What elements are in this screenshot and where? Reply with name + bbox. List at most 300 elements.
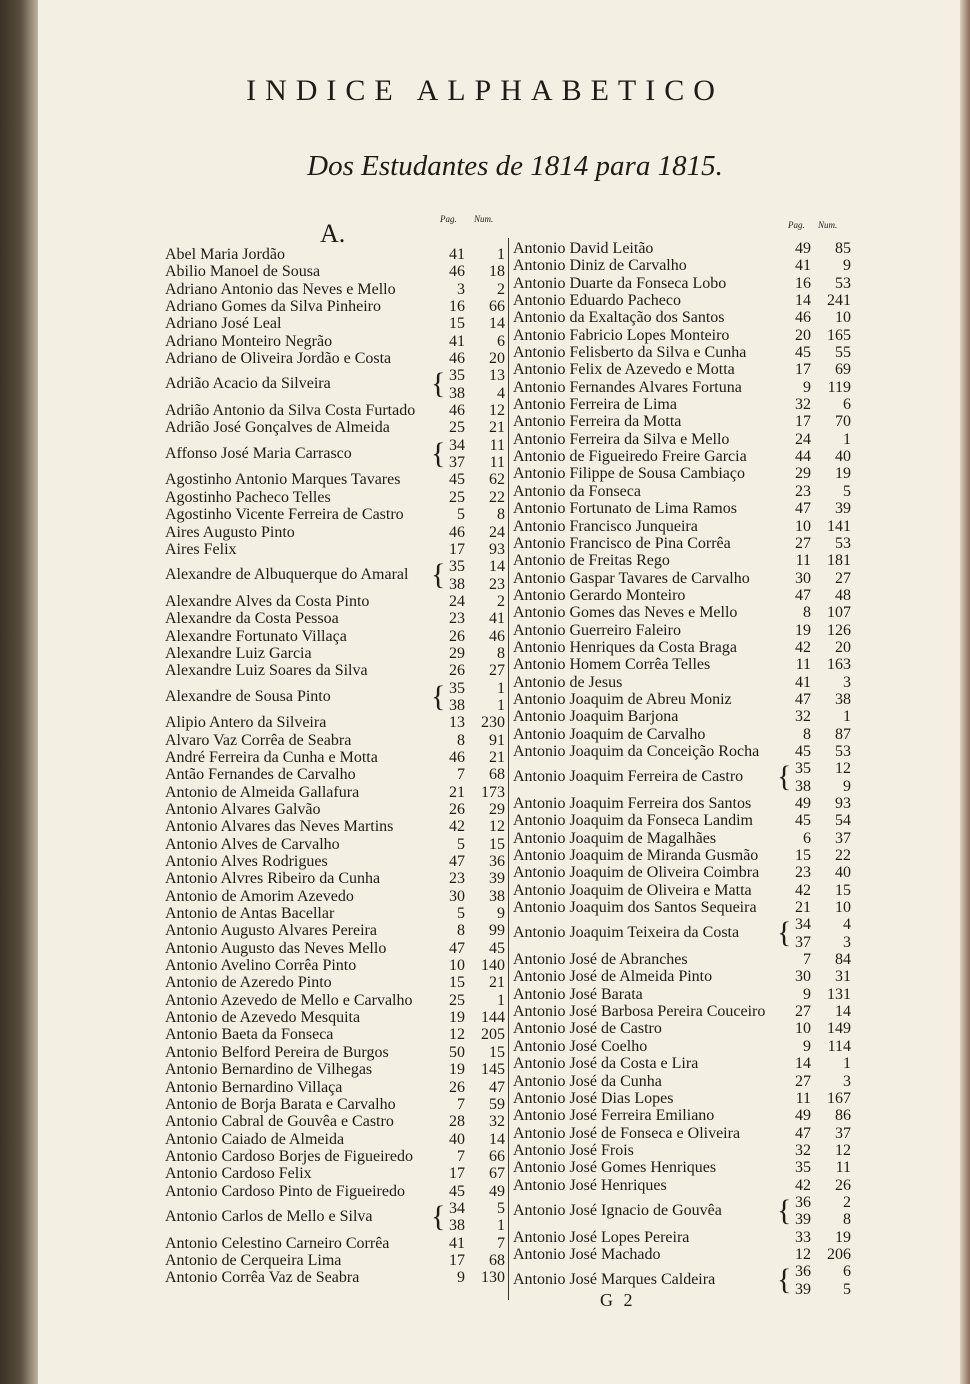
entry-number: 181 bbox=[827, 552, 851, 570]
student-name: Antonio Fernandes Alvares Fortuna bbox=[513, 378, 742, 396]
page-ref-group bbox=[781, 1194, 851, 1229]
page-number: 15 bbox=[795, 847, 811, 865]
index-entry bbox=[165, 940, 505, 957]
student-name: Antonio José Henriques bbox=[513, 1176, 667, 1194]
entry-number: 11 bbox=[489, 454, 505, 472]
page-number: 17 bbox=[795, 361, 811, 379]
index-entry bbox=[165, 1252, 505, 1269]
entry-number: 241 bbox=[827, 292, 851, 310]
index-entry bbox=[165, 801, 505, 818]
student-name: Antonio da Exaltação dos Santos bbox=[513, 309, 725, 327]
student-name: Antonio José de Castro bbox=[513, 1020, 662, 1038]
entry-number: 149 bbox=[827, 1020, 851, 1038]
entry-number: 37 bbox=[835, 1124, 851, 1142]
index-entry bbox=[165, 922, 505, 939]
student-name: Antonio Celestino Carneiro Corrêa bbox=[165, 1234, 390, 1252]
index-entry bbox=[165, 628, 505, 645]
student-name: Antonio Joaquim Ferreira de Castro bbox=[513, 768, 744, 786]
student-name: Antonio Fortunato de Lima Ramos bbox=[513, 500, 737, 518]
index-entry bbox=[513, 639, 851, 656]
entry-number: 55 bbox=[835, 344, 851, 362]
entry-number: 19 bbox=[835, 465, 851, 483]
student-name: Antonio de Freitas Rego bbox=[513, 552, 670, 570]
student-name: Antonio Ferreira da Silva e Mello bbox=[513, 430, 730, 448]
student-name: Alexandre Fortunato Villaça bbox=[165, 627, 347, 645]
index-entry bbox=[513, 344, 851, 361]
student-name: Antonio Guerreiro Faleiro bbox=[513, 621, 681, 639]
page-number: 17 bbox=[449, 1165, 465, 1183]
index-entry bbox=[165, 784, 505, 801]
entry-number: 4 bbox=[497, 384, 505, 402]
index-entry bbox=[513, 535, 851, 552]
page-ref-group bbox=[781, 1263, 851, 1298]
student-name: Antonio Joaquim de Oliveira e Matta bbox=[513, 881, 752, 899]
index-entry bbox=[165, 437, 505, 472]
student-name: Antonio Homem Corrêa Telles bbox=[513, 656, 711, 674]
page-number: 19 bbox=[449, 1061, 465, 1079]
index-entry bbox=[513, 309, 851, 326]
page-number: 9 bbox=[457, 1269, 465, 1287]
index-entry bbox=[513, 327, 851, 344]
entry-number: 6 bbox=[497, 332, 505, 350]
student-name: Antonio Cardoso Pinto de Figueiredo bbox=[165, 1182, 405, 1200]
student-name: Adrião José Gonçalves de Almeida bbox=[165, 419, 390, 437]
page-number: 27 bbox=[795, 1072, 811, 1090]
index-entry bbox=[513, 361, 851, 378]
entry-number: 3 bbox=[843, 1072, 851, 1090]
index-entry bbox=[513, 656, 851, 673]
page-ref-group bbox=[435, 1200, 505, 1235]
index-entry bbox=[513, 448, 851, 465]
page-number: 8 bbox=[457, 731, 465, 749]
index-entry bbox=[513, 674, 851, 691]
page-ref bbox=[435, 697, 505, 714]
page-number: 47 bbox=[795, 1124, 811, 1142]
entry-number: 114 bbox=[827, 1037, 851, 1055]
index-entry bbox=[165, 298, 505, 315]
student-name: Antonio Duarte da Fonseca Lobo bbox=[513, 274, 727, 292]
entry-number: 21 bbox=[489, 419, 505, 437]
student-name: Antonio de Cerqueira Lima bbox=[165, 1251, 342, 1269]
student-name: Antonio José Ferreira Emiliano bbox=[513, 1107, 715, 1125]
index-entry bbox=[513, 604, 851, 621]
index-entry bbox=[165, 367, 505, 402]
page-subtitle: Dos Estudantes de 1814 para 1815. bbox=[307, 150, 723, 182]
student-name: Antonio Felix de Azevedo e Motta bbox=[513, 361, 735, 379]
entry-number: 21 bbox=[489, 974, 505, 992]
student-name: Antonio Joaquim da Fonseca Landim bbox=[513, 812, 753, 830]
page-number: 17 bbox=[449, 1251, 465, 1269]
entry-number: 22 bbox=[835, 847, 851, 865]
index-entry bbox=[165, 714, 505, 731]
index-entry bbox=[513, 465, 851, 482]
student-name: Antonio Joaquim de Carvalho bbox=[513, 725, 706, 743]
page-number: 9 bbox=[803, 1037, 811, 1055]
index-entry bbox=[165, 246, 505, 263]
student-name: Antonio José Gomes Henriques bbox=[513, 1159, 717, 1177]
entry-number: 1 bbox=[497, 1217, 505, 1235]
page-number: 26 bbox=[449, 662, 465, 680]
page-ref bbox=[435, 385, 505, 402]
index-entry bbox=[513, 743, 851, 760]
entry-number: 1 bbox=[843, 430, 851, 448]
page-number: 21 bbox=[795, 899, 811, 917]
page-ref bbox=[781, 1281, 851, 1298]
page-number: 35 bbox=[449, 558, 465, 576]
entry-number: 173 bbox=[481, 783, 505, 801]
page-number: 32 bbox=[795, 1141, 811, 1159]
page-number: 47 bbox=[449, 939, 465, 957]
page-number: 7 bbox=[803, 951, 811, 969]
page-signature: G 2 bbox=[600, 1290, 636, 1310]
index-entry bbox=[165, 506, 505, 523]
student-name: Antonio de Almeida Gallafura bbox=[165, 783, 360, 801]
page-number: 23 bbox=[449, 870, 465, 888]
student-name: Antonio Joaquim de Oliveira Coimbra bbox=[513, 864, 760, 882]
index-entry bbox=[513, 760, 851, 795]
entry-number: 2 bbox=[497, 280, 505, 298]
index-entry bbox=[513, 622, 851, 639]
index-entry bbox=[165, 974, 505, 991]
page-number: 34 bbox=[449, 436, 465, 454]
student-name: Antonio Gerardo Monteiro bbox=[513, 586, 686, 604]
index-entry bbox=[513, 379, 851, 396]
entry-number: 93 bbox=[835, 795, 851, 812]
page-number: 26 bbox=[449, 801, 465, 818]
student-name: Antão Fernandes de Carvalho bbox=[165, 766, 356, 784]
page-number: 28 bbox=[449, 1113, 465, 1131]
entry-number: 39 bbox=[835, 500, 851, 518]
entry-number: 163 bbox=[827, 656, 851, 674]
index-entry bbox=[513, 240, 851, 257]
entry-number: 3 bbox=[843, 673, 851, 691]
student-name: Antonio Diniz de Carvalho bbox=[513, 257, 687, 275]
index-entry bbox=[165, 766, 505, 783]
entry-number: 46 bbox=[489, 627, 505, 645]
index-entry bbox=[513, 968, 851, 985]
page-ref bbox=[435, 1200, 505, 1217]
index-entry bbox=[513, 552, 851, 569]
page-number: 7 bbox=[457, 1095, 465, 1113]
entry-number: 59 bbox=[489, 1095, 505, 1113]
page-number: 16 bbox=[449, 298, 465, 316]
student-name: Antonio de Figueiredo Freire Garcia bbox=[513, 448, 747, 466]
index-entry bbox=[165, 402, 505, 419]
page-number: 8 bbox=[803, 725, 811, 743]
page-number: 47 bbox=[795, 690, 811, 708]
entry-number: 93 bbox=[489, 540, 505, 558]
page-number: 14 bbox=[795, 292, 811, 310]
student-name: Antonio Joaquim Teixeira da Costa bbox=[513, 924, 740, 942]
page-number: 37 bbox=[795, 933, 811, 951]
student-name: Antonio José Barata bbox=[513, 985, 643, 1003]
page-ref bbox=[781, 1211, 851, 1228]
entry-number: 87 bbox=[835, 725, 851, 743]
entry-number: 68 bbox=[489, 766, 505, 784]
student-name: Antonio Alvares das Neves Martins bbox=[165, 818, 394, 836]
page-ref bbox=[781, 760, 851, 777]
page-number: 34 bbox=[795, 916, 811, 934]
student-name: Antonio Cardoso Felix bbox=[165, 1165, 312, 1183]
entry-number: 12 bbox=[489, 402, 505, 420]
page-number: 34 bbox=[449, 1199, 465, 1217]
entry-number: 10 bbox=[835, 309, 851, 327]
entry-number: 41 bbox=[489, 610, 505, 628]
index-entry bbox=[513, 570, 851, 587]
page-number: 9 bbox=[803, 378, 811, 396]
index-entry bbox=[165, 853, 505, 870]
index-entry bbox=[165, 1131, 505, 1148]
student-name: Antonio Francisco Junqueira bbox=[513, 517, 698, 535]
entry-number: 3 bbox=[843, 933, 851, 951]
page-number: 47 bbox=[449, 853, 465, 871]
student-name: Antonio José de Abranches bbox=[513, 951, 688, 969]
index-entry bbox=[165, 732, 505, 749]
page-number: 25 bbox=[449, 991, 465, 1009]
entry-number: 18 bbox=[489, 263, 505, 281]
entry-number: 12 bbox=[489, 818, 505, 836]
brace-glyph: { bbox=[431, 558, 446, 592]
index-entry bbox=[513, 795, 851, 812]
student-name: Alexandre da Costa Pessoa bbox=[165, 610, 339, 628]
page-number: 38 bbox=[449, 575, 465, 593]
entry-number: 53 bbox=[835, 534, 851, 552]
page-number: 10 bbox=[795, 517, 811, 535]
entry-number: 85 bbox=[835, 240, 851, 257]
entry-number: 14 bbox=[489, 558, 505, 576]
index-entry bbox=[165, 818, 505, 835]
index-entry bbox=[165, 1148, 505, 1165]
entry-number: 67 bbox=[489, 1165, 505, 1183]
student-name: Antonio de Azevedo Mesquita bbox=[165, 1009, 361, 1027]
index-entry bbox=[165, 680, 505, 715]
index-entry bbox=[513, 1159, 851, 1176]
index-entry bbox=[165, 1113, 505, 1130]
index-entry bbox=[165, 1165, 505, 1182]
entry-number: 14 bbox=[489, 315, 505, 333]
page-number: 42 bbox=[795, 638, 811, 656]
index-entry bbox=[513, 500, 851, 517]
index-entry bbox=[513, 726, 851, 743]
index-entry bbox=[165, 558, 505, 593]
student-name: Antonio Cardoso Borjes de Figueiredo bbox=[165, 1147, 413, 1165]
index-entry bbox=[513, 847, 851, 864]
entry-number: 36 bbox=[489, 853, 505, 871]
entry-number: 13 bbox=[489, 367, 505, 385]
entry-number: 2 bbox=[497, 592, 505, 610]
student-name: Antonio Azevedo de Mello e Carvalho bbox=[165, 991, 413, 1009]
student-name: Antonio de Amorim Azevedo bbox=[165, 887, 354, 905]
left-index-column bbox=[165, 246, 505, 1287]
index-entry bbox=[165, 1044, 505, 1061]
page-number: 38 bbox=[449, 1217, 465, 1235]
entry-number: 5 bbox=[843, 482, 851, 500]
student-name: Alexandre de Sousa Pinto bbox=[165, 687, 331, 705]
index-entry bbox=[513, 1177, 851, 1194]
entry-number: 26 bbox=[835, 1176, 851, 1194]
student-name: Antonio de Azeredo Pinto bbox=[165, 974, 332, 992]
entry-number: 141 bbox=[827, 517, 851, 535]
entry-number: 31 bbox=[835, 968, 851, 986]
entry-number: 48 bbox=[835, 586, 851, 604]
page-number: 46 bbox=[449, 523, 465, 541]
page-number: 47 bbox=[795, 586, 811, 604]
page-number: 23 bbox=[795, 864, 811, 882]
page-number: 42 bbox=[795, 881, 811, 899]
entry-number: 140 bbox=[481, 957, 505, 975]
student-name: Adriano Monteiro Negrão bbox=[165, 332, 333, 350]
page-number: 44 bbox=[795, 448, 811, 466]
entry-number: 62 bbox=[489, 471, 505, 489]
page-number: 42 bbox=[449, 818, 465, 836]
page-number: 50 bbox=[449, 1043, 465, 1061]
entry-number: 40 bbox=[835, 864, 851, 882]
index-entry bbox=[165, 471, 505, 488]
index-entry bbox=[165, 263, 505, 280]
student-name: Antonio José Ignacio de Gouvêa bbox=[513, 1201, 722, 1219]
index-entry bbox=[513, 812, 851, 829]
page-number: 46 bbox=[449, 402, 465, 420]
student-name: Antonio Joaquim da Conceição Rocha bbox=[513, 742, 760, 760]
page-number: 36 bbox=[795, 1193, 811, 1211]
entry-number: 9 bbox=[843, 257, 851, 275]
index-entry bbox=[165, 541, 505, 558]
page-number: 49 bbox=[795, 1107, 811, 1125]
entry-number: 23 bbox=[489, 575, 505, 593]
left-col-num-header: Num. bbox=[474, 214, 494, 224]
entry-number: 126 bbox=[827, 621, 851, 639]
entry-number: 32 bbox=[489, 1113, 505, 1131]
index-entry bbox=[165, 1200, 505, 1235]
entry-number: 19 bbox=[835, 1228, 851, 1246]
entry-number: 144 bbox=[481, 1009, 505, 1027]
student-name: Agostinho Antonio Marques Tavares bbox=[165, 471, 401, 489]
student-name: Alvaro Vaz Corrêa de Seabra bbox=[165, 731, 352, 749]
index-entry bbox=[165, 593, 505, 610]
index-entry bbox=[513, 916, 851, 951]
page-number: 5 bbox=[457, 905, 465, 923]
entry-number: 1 bbox=[497, 246, 505, 263]
student-name: Antonio Ferreira da Motta bbox=[513, 413, 682, 431]
entry-number: 5 bbox=[843, 1280, 851, 1298]
page-number: 23 bbox=[449, 610, 465, 628]
index-entry bbox=[165, 992, 505, 1009]
page-number: 15 bbox=[449, 315, 465, 333]
page-number: 32 bbox=[795, 708, 811, 726]
page-number: 45 bbox=[795, 812, 811, 830]
entry-number: 29 bbox=[489, 801, 505, 818]
student-name: Antonio Gaspar Tavares de Carvalho bbox=[513, 569, 750, 587]
page-number: 27 bbox=[795, 534, 811, 552]
student-name: Antonio Ferreira de Lima bbox=[513, 396, 677, 414]
index-entry bbox=[513, 951, 851, 968]
entry-number: 165 bbox=[827, 326, 851, 344]
page-ref-group bbox=[435, 558, 505, 593]
page-number: 10 bbox=[449, 957, 465, 975]
page-number: 30 bbox=[795, 968, 811, 986]
student-name: Antonio José da Cunha bbox=[513, 1072, 662, 1090]
student-name: Antonio Alves de Carvalho bbox=[165, 835, 340, 853]
page-number: 41 bbox=[795, 257, 811, 275]
page-number: 45 bbox=[449, 1182, 465, 1200]
index-entry bbox=[513, 1003, 851, 1020]
entry-number: 1 bbox=[497, 991, 505, 1009]
entry-number: 8 bbox=[497, 506, 505, 524]
page-number: 15 bbox=[449, 974, 465, 992]
page-number: 21 bbox=[449, 783, 465, 801]
student-name: Adriano Gomes da Silva Pinheiro bbox=[165, 298, 381, 316]
index-entry bbox=[165, 1269, 505, 1286]
page-number: 38 bbox=[795, 777, 811, 795]
student-name: Antonio Joaquim Barjona bbox=[513, 708, 679, 726]
page-ref-group bbox=[435, 437, 505, 472]
index-entry bbox=[513, 396, 851, 413]
page-number: 20 bbox=[795, 326, 811, 344]
student-name: Antonio de Antas Bacellar bbox=[165, 905, 335, 923]
student-name: Antonio Belford Pereira de Burgos bbox=[165, 1043, 389, 1061]
entry-number: 24 bbox=[489, 523, 505, 541]
entry-number: 38 bbox=[835, 690, 851, 708]
entry-number: 91 bbox=[489, 731, 505, 749]
page-number: 17 bbox=[795, 413, 811, 431]
page-number: 30 bbox=[795, 569, 811, 587]
page-number: 45 bbox=[795, 742, 811, 760]
entry-number: 11 bbox=[835, 1159, 851, 1177]
page-number: 35 bbox=[795, 760, 811, 778]
index-entry bbox=[513, 1020, 851, 1037]
entry-number: 47 bbox=[489, 1078, 505, 1096]
student-name: Antonio Carlos de Mello e Silva bbox=[165, 1207, 373, 1225]
student-name: Antonio José Coelho bbox=[513, 1037, 648, 1055]
index-entry bbox=[513, 431, 851, 448]
page-number: 41 bbox=[449, 246, 465, 263]
page-ref bbox=[435, 437, 505, 454]
entry-number: 27 bbox=[835, 569, 851, 587]
section-letter: A. bbox=[320, 219, 346, 248]
page-ref bbox=[435, 576, 505, 593]
entry-number: 27 bbox=[489, 662, 505, 680]
student-name: André Ferreira da Cunha e Motta bbox=[165, 748, 378, 766]
entry-number: 69 bbox=[835, 361, 851, 379]
index-entry bbox=[165, 870, 505, 887]
brace-glyph: { bbox=[431, 1199, 446, 1233]
index-entry bbox=[513, 708, 851, 725]
index-entry bbox=[513, 587, 851, 604]
index-entry bbox=[165, 281, 505, 298]
page-number: 45 bbox=[449, 471, 465, 489]
page-number: 19 bbox=[795, 621, 811, 639]
entry-number: 15 bbox=[489, 835, 505, 853]
index-entry bbox=[513, 1107, 851, 1124]
entry-number: 4 bbox=[843, 916, 851, 934]
entry-number: 10 bbox=[835, 899, 851, 917]
student-name: Antonio Filippe de Sousa Cambiaço bbox=[513, 465, 745, 483]
entry-number: 86 bbox=[835, 1107, 851, 1125]
page-ref bbox=[781, 1194, 851, 1211]
entry-number: 119 bbox=[827, 378, 851, 396]
student-name: Aires Felix bbox=[165, 540, 237, 558]
page-number: 24 bbox=[795, 430, 811, 448]
student-name: Affonso José Maria Carrasco bbox=[165, 444, 352, 462]
student-name: Antonio Joaquim de Abreu Moniz bbox=[513, 690, 732, 708]
page-ref bbox=[435, 367, 505, 384]
student-name: Adriano José Leal bbox=[165, 315, 282, 333]
entry-number: 131 bbox=[827, 985, 851, 1003]
entry-number: 1 bbox=[843, 708, 851, 726]
page-ref-group bbox=[781, 760, 851, 795]
page-number: 7 bbox=[457, 766, 465, 784]
index-entry bbox=[513, 882, 851, 899]
